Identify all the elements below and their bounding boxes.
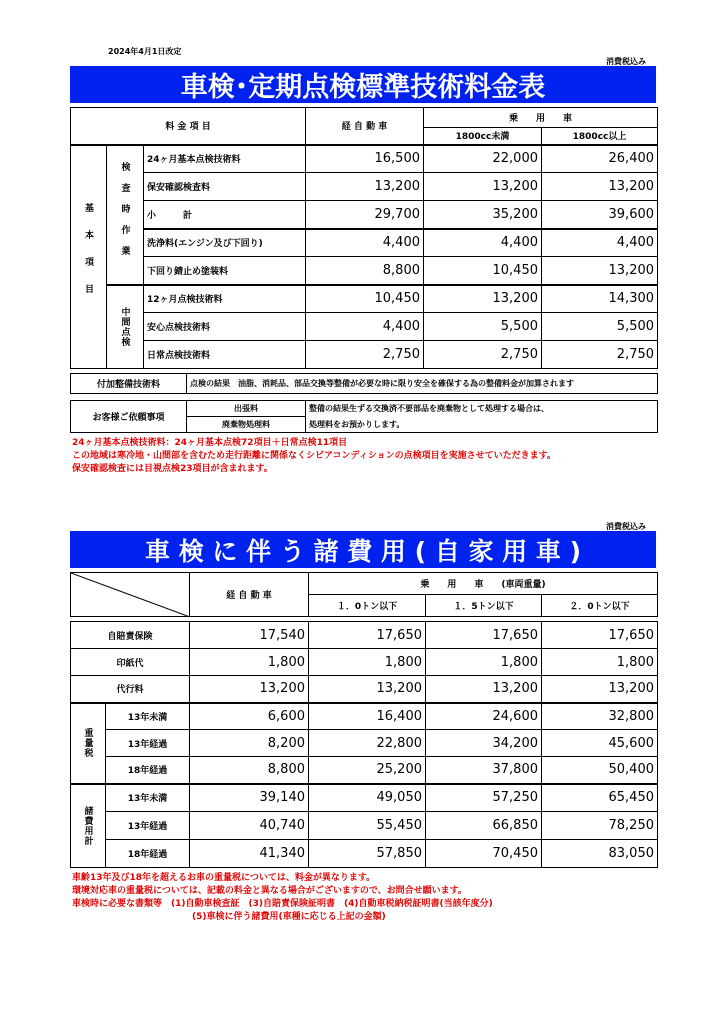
misc-cost-table — [70, 572, 658, 868]
value-cell: 13,200 — [190, 676, 309, 703]
row-label: 13年経過 — [106, 812, 190, 840]
value-cell: 8,200 — [190, 730, 309, 757]
value-cell: 13,200 — [426, 676, 542, 703]
total-cost-label: 諸費用計 — [71, 784, 106, 868]
row-label: 13年未満 — [106, 703, 190, 730]
value-cell: 39,140 — [190, 784, 309, 812]
value-cell: 37,800 — [426, 757, 542, 784]
midterm-inspection-label: 中間点検 — [107, 285, 144, 369]
value-cell: 8,800 — [190, 757, 309, 784]
value-cell: 2,750 — [306, 341, 424, 369]
value-cell: 4,400 — [424, 229, 542, 257]
row-label: 24ヶ月基本点検技術料 — [144, 145, 306, 173]
value-cell: 55,450 — [309, 812, 426, 840]
tech-fee-table — [70, 107, 658, 369]
value-cell: 22,800 — [309, 730, 426, 757]
request-label: お客様ご依頼事項 — [71, 401, 187, 433]
value-cell: 13,200 — [306, 173, 424, 201]
diagonal-header — [71, 573, 190, 617]
row-label: 日常点検技術料 — [144, 341, 306, 369]
value-cell: 57,850 — [309, 840, 426, 868]
row-label: 18年経過 — [106, 757, 190, 784]
value-cell: 2,750 — [424, 341, 542, 369]
value-cell: 49,050 — [309, 784, 426, 812]
row-label: 保安確認検査料 — [144, 173, 306, 201]
value-cell: 16,400 — [309, 703, 426, 730]
value-cell: 34,200 — [426, 730, 542, 757]
fuka-text: 点検の結果 油脂、消耗品、部品交換等整備が必要な時に限り安全を確保する為の整備料金が加算されます — [187, 374, 658, 394]
section-title: 車 検 に 伴 う 諸 費 用 ( 自 家 用 車 ) — [70, 531, 656, 568]
value-cell: 4,400 — [542, 229, 658, 257]
value-cell: 66,850 — [426, 812, 542, 840]
page-title: 車検･定期点検標準技術料金表 — [70, 66, 656, 103]
note: (5)車検に伴う諸費用(車種に応じる上記の金額) — [192, 912, 386, 922]
value-cell: 10,450 — [424, 257, 542, 285]
value-cell: 13,200 — [309, 676, 426, 703]
value-cell: 1,800 — [542, 649, 658, 676]
value-cell: 1,800 — [309, 649, 426, 676]
value-cell: 13,200 — [542, 676, 658, 703]
value-cell: 13,200 — [424, 173, 542, 201]
value-cell: 14,300 — [542, 285, 658, 313]
basic-items-label: 基本項目 — [71, 145, 107, 369]
value-cell: 17,650 — [309, 622, 426, 649]
notes-1 — [72, 437, 556, 476]
value-cell: 6,600 — [190, 703, 309, 730]
header-w2: ２．0トン以下 — [542, 595, 658, 617]
value-cell: 1,800 — [426, 649, 542, 676]
value-cell: 26,400 — [542, 145, 658, 173]
value-cell: 70,450 — [426, 840, 542, 868]
value-cell: 24,600 — [426, 703, 542, 730]
note: 環境対応車の重量税については、記載の料金と異なる場合がございますので、お問合せ願います。 — [72, 886, 467, 896]
value-cell: 2,750 — [542, 341, 658, 369]
header-kei-2: 経 自 動 車 — [190, 573, 309, 617]
fuka-label: 付加整備技術料 — [71, 374, 187, 394]
note: 車検時に必要な書類等 (1)自動車検査証 (3)自賠責保険証明書 (4)自動車税納税証明書(当該年度分) — [72, 899, 493, 909]
header-over1800: 1800cc以上 — [542, 128, 658, 145]
value-cell: 13,200 — [542, 257, 658, 285]
shucho-label: 出張料 — [187, 401, 306, 417]
value-cell: 83,050 — [542, 840, 658, 868]
value-cell: 1,800 — [190, 649, 309, 676]
row-label: 12ヶ月点検技術料 — [144, 285, 306, 313]
value-cell: 5,500 — [542, 313, 658, 341]
header-w15: １．5トン以下 — [426, 595, 542, 617]
diagonal-line — [71, 573, 190, 617]
value-cell: 5,500 — [424, 313, 542, 341]
tax-note-2: 消費税込み — [606, 522, 646, 531]
value-cell: 45,600 — [542, 730, 658, 757]
value-cell: 50,400 — [542, 757, 658, 784]
waste-label: 廃棄物処理料 — [187, 417, 306, 433]
value-cell: 78,250 — [542, 812, 658, 840]
row-label: 18年経過 — [106, 840, 190, 868]
value-cell: 17,540 — [190, 622, 309, 649]
value-cell: 4,400 — [306, 229, 424, 257]
header-passenger: 乗 用 車 — [424, 108, 658, 128]
header-kei: 経 自 動 車 — [306, 108, 424, 145]
row-label: 自賠責保険 — [71, 622, 190, 649]
header-passenger-2: 乗 用 車 (車両重量) — [309, 573, 658, 595]
value-cell: 39,600 — [542, 201, 658, 229]
note: 24ヶ月基本点検技術料：24ヶ月基本点検72項目＋日常点検11項目 — [72, 438, 348, 448]
value-cell: 35,200 — [424, 201, 542, 229]
value-cell: 57,250 — [426, 784, 542, 812]
header-w1: １．0トン以下 — [309, 595, 426, 617]
value-cell: 13,200 — [542, 173, 658, 201]
additional-fee-table — [70, 373, 658, 394]
tax-note: 消費税込み — [606, 57, 646, 66]
value-cell: 65,450 — [542, 784, 658, 812]
row-label: 13年未満 — [106, 784, 190, 812]
weight-tax-label: 重量税 — [71, 703, 106, 784]
value-cell: 13,200 — [424, 285, 542, 313]
value-cell: 8,800 — [306, 257, 424, 285]
revision-date: 2024年4月1日改定 — [108, 47, 182, 56]
note: 車齢13年及び18年を超えるお車の重量税については、料金が異なります。 — [72, 873, 376, 883]
value-cell: 10,450 — [306, 285, 424, 313]
row-label: 小 計 — [144, 201, 306, 229]
request-text-1: 整備の結果生ずる交換済不要部品を廃棄物として処理する場合は、 — [306, 401, 658, 417]
note: この地域は寒冷地・山間部を含むため走行距離に関係なくシビアコンディションの点検項目を実施させていただきます。 — [72, 451, 556, 461]
value-cell: 17,650 — [542, 622, 658, 649]
row-label: 下回り錆止め塗装料 — [144, 257, 306, 285]
value-cell: 40,740 — [190, 812, 309, 840]
value-cell: 4,400 — [306, 313, 424, 341]
value-cell: 22,000 — [424, 145, 542, 173]
row-label: 洗浄料(エンジン及び下回り) — [144, 229, 306, 257]
value-cell: 16,500 — [306, 145, 424, 173]
value-cell: 25,200 — [309, 757, 426, 784]
note: 保安確認検査には目視点検23項目が含まれます。 — [72, 464, 273, 474]
header-item: 料 金 項 目 — [71, 108, 306, 145]
value-cell: 41,340 — [190, 840, 309, 868]
customer-request-table — [70, 400, 658, 433]
value-cell: 17,650 — [426, 622, 542, 649]
request-text-2: 処理料をお預かりします。 — [306, 417, 658, 433]
row-label: 安心点検技術料 — [144, 313, 306, 341]
inspection-work-label: 検査時作業 — [107, 145, 144, 285]
value-cell: 32,800 — [542, 703, 658, 730]
value-cell: 29,700 — [306, 201, 424, 229]
row-label: 13年経過 — [106, 730, 190, 757]
row-label: 印紙代 — [71, 649, 190, 676]
header-under1800: 1800cc未満 — [424, 128, 542, 145]
row-label: 代行料 — [71, 676, 190, 703]
notes-2 — [72, 872, 493, 924]
